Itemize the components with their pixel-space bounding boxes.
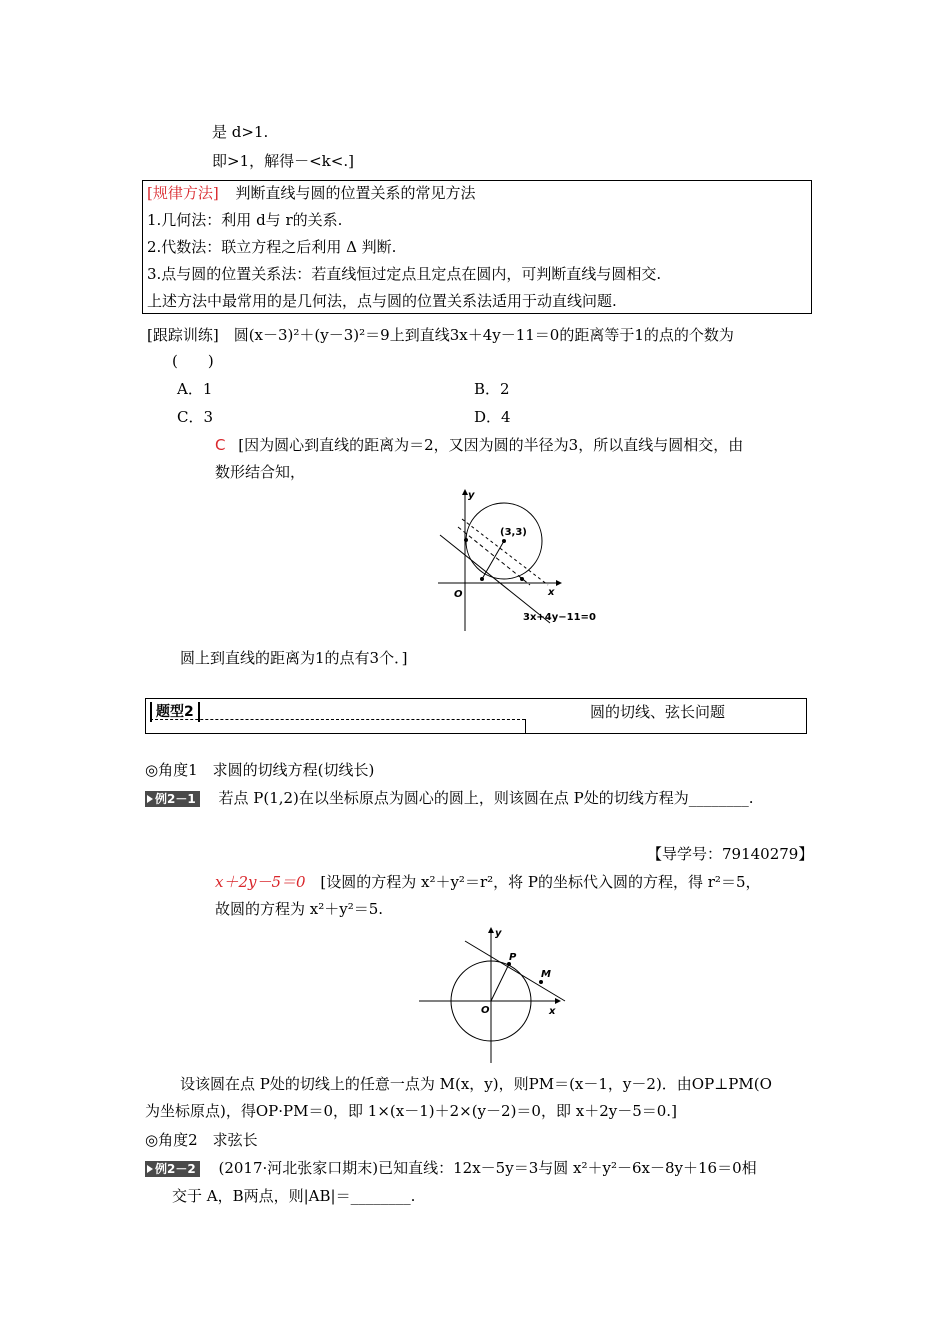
fig2-point-m	[539, 980, 543, 984]
fig2-axis-y-label: y	[495, 928, 502, 939]
fig1-line	[440, 535, 550, 623]
example-1-answer-line-1	[215, 872, 760, 892]
fig1-center-dot	[502, 539, 506, 543]
angle-1-heading: ◎角度1 求圆的切线方程(切线长)	[145, 761, 375, 779]
fig1-point-3	[520, 577, 524, 581]
example-1	[145, 788, 754, 808]
example-1-answer-line-2: 故圆的方程为 x²＋y²＝5.	[215, 900, 384, 918]
fig1-x-arrow	[556, 580, 562, 586]
example-2	[145, 1158, 757, 1178]
fig2-axis-x-label: x	[549, 1006, 556, 1017]
fig2-origin-label: O	[481, 1005, 490, 1016]
fig2-y-arrow	[488, 927, 494, 933]
example-2-text-2: 交于 A，B两点，则|AB|＝________.	[172, 1187, 416, 1205]
fig1-origin-label: O	[454, 589, 463, 600]
fig1-line-label: 3x+4y−11=0	[523, 612, 596, 623]
fig2-p-label: P	[509, 952, 517, 963]
example-1-explain-2: 为坐标原点)，得OP·PM＝0，即 1×(x－1)＋2×(y－2)＝0，即 x＋2y－5＝0.]	[145, 1102, 677, 1120]
method-tag: [规律方法]	[147, 184, 219, 202]
answer-letter: C	[215, 436, 226, 454]
option-d: D．4	[474, 408, 511, 426]
fig1-axis-x-label: x	[548, 587, 555, 598]
example-1-badge: 例2－1	[145, 791, 200, 807]
method-item-3: 3.点与圆的位置关系法：若直线恒过定点且定点在圆内，可判断直线与圆相交.	[147, 265, 662, 283]
training-answer-line-1	[215, 435, 743, 455]
fig1-axis-y-label: y	[468, 490, 475, 501]
example-2-text: (2017·河北张家口期末)已知直线：12x－5y＝3与圆 x²＋y²－6x－8y＋16＝0相	[218, 1159, 757, 1177]
example-1-answer-rest: [设圆的方程为 x²＋y²＝r²，将 P的坐标代入圆的方程，得 r²＝5，	[320, 873, 761, 891]
fig1-point-1	[464, 538, 468, 542]
section-title: 圆的切线、弦长问题	[590, 703, 726, 721]
top-line-1: 是 d>1.	[212, 123, 269, 141]
guide-number: 【导学号：79140279】	[647, 845, 814, 863]
section-divider	[525, 719, 526, 733]
fig1-point-2	[480, 577, 484, 581]
training-conclusion: 圆上到直线的距离为1的点有3个．]	[180, 649, 408, 667]
fig1-radius-segment	[482, 541, 504, 579]
training-paren: ( )	[172, 352, 214, 370]
example-1-answer: x＋2y－5＝0	[215, 873, 306, 891]
example-1-explain-1: 设该圆在点 P处的切线上的任意一点为 M(x，y)，则PM＝(x－1，y－2)．由OP⊥PM(O	[180, 1075, 772, 1093]
fig2-x-arrow	[555, 998, 561, 1004]
method-item-4: 上述方法中最常用的是几何法，点与圆的位置关系法适用于动直线问题.	[147, 292, 617, 310]
fig2-m-label: M	[541, 969, 551, 980]
method-item-2: 2.代数法：联立方程之后利用 Δ 判断.	[147, 238, 397, 256]
option-c: C．3	[177, 408, 214, 426]
fig2-op-segment	[491, 964, 509, 1001]
angle-2-heading: ◎角度2 求弦长	[145, 1131, 258, 1149]
option-b: B．2	[474, 380, 510, 398]
figure-1	[420, 485, 620, 635]
answer-text: [因为圆心到直线的距离为＝2，又因为圆的半径为3，所以直线与圆相交，由	[238, 436, 744, 454]
example-1-text: 若点 P(1,2)在以坐标原点为圆心的圆上，则该圆在点 P处的切线方程为________.	[218, 789, 754, 807]
option-a: A．1	[177, 380, 213, 398]
section-tag-underline	[150, 719, 525, 720]
figure-2	[415, 925, 575, 1065]
example-2-badge: 例2－2	[145, 1161, 200, 1177]
method-item-1: 1.几何法：利用 d与 r的关系.	[147, 211, 343, 229]
top-line-2: 即>1，解得－<k<.]	[212, 152, 354, 170]
fig1-center-label: (3,3)	[500, 527, 527, 538]
training-answer-line-2: 数形结合知，	[215, 463, 306, 481]
training-question: [跟踪训练] 圆(x－3)²＋(y－3)²＝9上到直线3x＋4y－11＝0的距离等于1的点的个数为	[147, 326, 734, 344]
section-tag: 题型2	[150, 702, 200, 722]
method-title: 判断直线与圆的位置关系的常见方法	[235, 184, 476, 202]
method-box-header	[147, 183, 476, 203]
